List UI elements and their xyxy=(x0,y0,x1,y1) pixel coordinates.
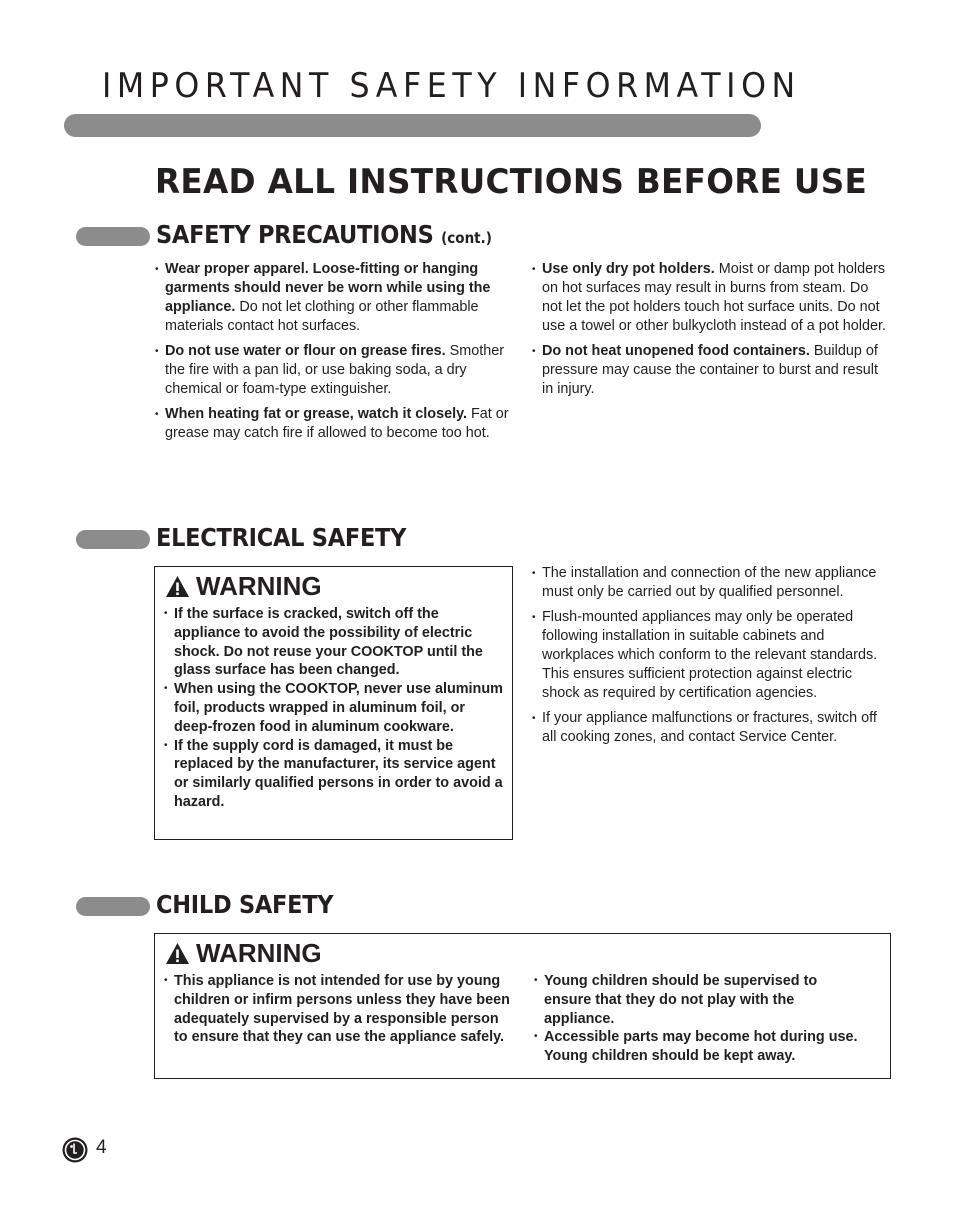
list-item: • Do not use water or flour on grease fires. Smother the fire with a pan lid, or use baking soda, a dry chemical or foam-type extinguisher. xyxy=(155,342,515,399)
list-item: • Accessible parts may become hot during use. Young children should be kept away. xyxy=(534,1028,864,1066)
section-marker-pill xyxy=(76,530,150,549)
section-marker-pill xyxy=(76,897,150,916)
list-item: • Use only dry pot holders. Moist or damp pot holders on hot surfaces may result in burns from steam. Do not let the pot holders touch hot surface units. Do not use a towel or other bulkycloth instead of a pot holder. xyxy=(532,260,887,336)
electrical-safety-right-list xyxy=(532,564,892,753)
lg-logo-icon xyxy=(62,1137,88,1163)
main-title: READ ALL INSTRUCTIONS BEFORE USE xyxy=(155,162,868,202)
warning-label: WARNING xyxy=(196,938,322,968)
page-number: 4 xyxy=(96,1137,107,1158)
list-item: • When using the COOKTOP, never use aluminum foil, products wrapped in aluminum foil, or deep-frozen food in aluminum cookware. xyxy=(164,680,504,736)
safety-precautions-title: SAFETY PRECAUTIONS xyxy=(156,220,434,249)
safety-precautions-left-list xyxy=(155,260,515,449)
electrical-safety-title: ELECTRICAL SAFETY xyxy=(156,523,407,552)
safety-precautions-heading xyxy=(156,220,492,249)
warning-heading xyxy=(165,938,322,969)
electrical-warning-box xyxy=(154,566,513,840)
child-warning-right-list xyxy=(534,972,864,1066)
list-item: • If your appliance malfunctions or fractures, switch off all cooking zones, and contact Service Center. xyxy=(532,709,892,747)
child-warning-left-list xyxy=(164,972,514,1047)
section-marker-pill xyxy=(76,227,150,246)
header-divider-bar xyxy=(64,114,761,137)
child-warning-box xyxy=(154,933,891,1079)
warning-triangle-icon xyxy=(165,942,190,965)
warning-triangle-icon xyxy=(165,575,190,598)
list-item: • Do not heat unopened food containers. Buildup of pressure may cause the container to burst and result in injury. xyxy=(532,342,887,399)
warning-label: WARNING xyxy=(196,571,322,601)
list-item: • Wear proper apparel. Loose-fitting or hanging garments should never be worn while using the appliance. Do not let clothing or other flammable materials contact hot surfaces. xyxy=(155,260,515,336)
list-item: • If the supply cord is damaged, it must be replaced by the manufacturer, its service agent or similarly qualified persons in order to avoid a hazard. xyxy=(164,737,504,812)
safety-precautions-cont: (cont.) xyxy=(441,229,492,247)
list-item: • The installation and connection of the new appliance must only be carried out by qualified personnel. xyxy=(532,564,892,602)
list-item: • If the surface is cracked, switch off the appliance to avoid the possibility of electric shock. Do not reuse your COOKTOP until the glass surface has been changed. xyxy=(164,605,504,680)
child-safety-title: CHILD SAFETY xyxy=(156,890,334,919)
safety-precautions-right-list xyxy=(532,260,887,405)
list-item: • This appliance is not intended for use by young children or infirm persons unless they have been adequately supervised by a responsible person to ensure that they can use the appliance safely. xyxy=(164,972,514,1047)
list-item: • When heating fat or grease, watch it closely. Fat or grease may catch fire if allowed to become too hot. xyxy=(155,405,515,443)
list-item: • Flush-mounted appliances may only be operated following installation in suitable cabinets and workplaces which conform to the relevant standards. This ensures sufficient protection against electric shock as required by certification agencies. xyxy=(532,608,892,703)
list-item: • Young children should be supervised to ensure that they do not play with the appliance. xyxy=(534,972,864,1028)
warning-heading xyxy=(165,571,322,602)
electrical-warning-list xyxy=(164,605,504,812)
page-header-title: IMPORTANT SAFETY INFORMATION xyxy=(102,66,801,106)
